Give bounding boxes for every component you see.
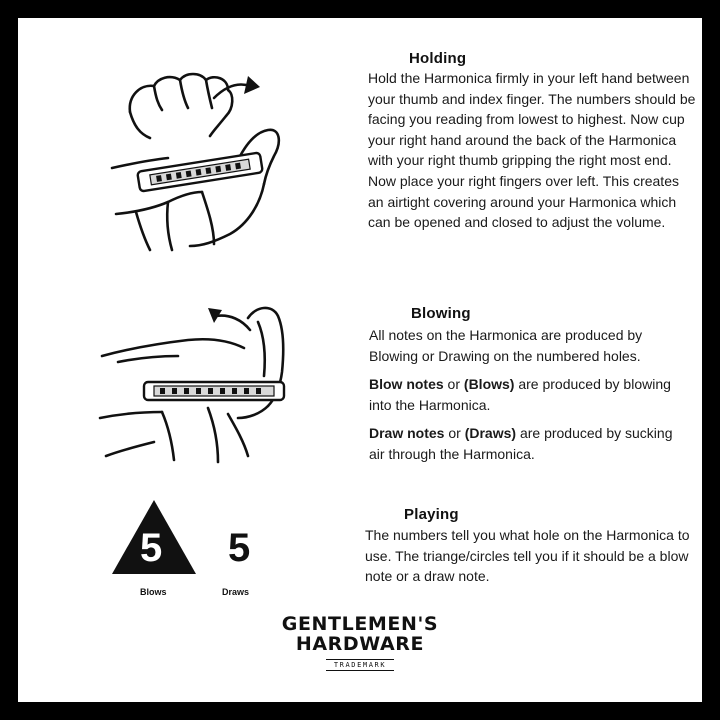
draw-notes-term: Draw notes [369, 425, 445, 442]
blow-notes-term: Blow notes [369, 376, 444, 393]
holding-text: Hold the Harmonica firmly in your left hand between your thumb and index finger. The numbers should be facing you reading from lowest to highest. Now cup your right hand around the back of the Harmonica with your right thumb gripping the right most end. Now place your right fingers over left. This creates an airtight covering around your Harmonica which can be opened and closed to adjust the volume. [368, 70, 696, 231]
blow-notes-or: or [443, 376, 464, 393]
blow-notes-text [369, 374, 689, 415]
blows-label: Blows [140, 587, 167, 597]
instruction-card [18, 18, 702, 702]
blow-notes-desc: are produced by blowing into the Harmonica. [369, 376, 671, 413]
draw-notes-text [369, 423, 689, 464]
brand-line-1: GENTLEMEN'S [281, 613, 439, 635]
draw-notes-or: or [444, 425, 465, 442]
brand-trademark: TRADEMARK [326, 659, 394, 671]
blowing-intro: All notes on the Harmonica are produced by Blowing or Drawing on the numbered holes. [369, 327, 643, 364]
holding-title: Holding [409, 50, 467, 67]
holding-body [368, 68, 698, 233]
draws-term: (Draws) [464, 425, 517, 442]
blowing-title: Blowing [411, 305, 471, 322]
playing-title: Playing [404, 506, 459, 523]
blowing-body [369, 325, 689, 465]
draws-label: Draws [222, 587, 250, 597]
draw-notes-desc: are produced by sucking air through the Harmonica. [369, 425, 673, 462]
blow-number: 5 [140, 526, 163, 570]
playing-text: The numbers tell you what hole on the Harmonica to use. The triange/circles tell you if it should be a blow note or a draw note. [365, 527, 690, 585]
blows-term: (Blows) [463, 376, 515, 393]
brand-line-2: HARDWARE [295, 633, 425, 655]
playing-body [365, 525, 691, 587]
brand-logo [280, 614, 440, 672]
blowing-hands-illustration [98, 296, 298, 481]
holding-hands-illustration [110, 64, 300, 264]
draw-number: 5 [228, 526, 251, 570]
